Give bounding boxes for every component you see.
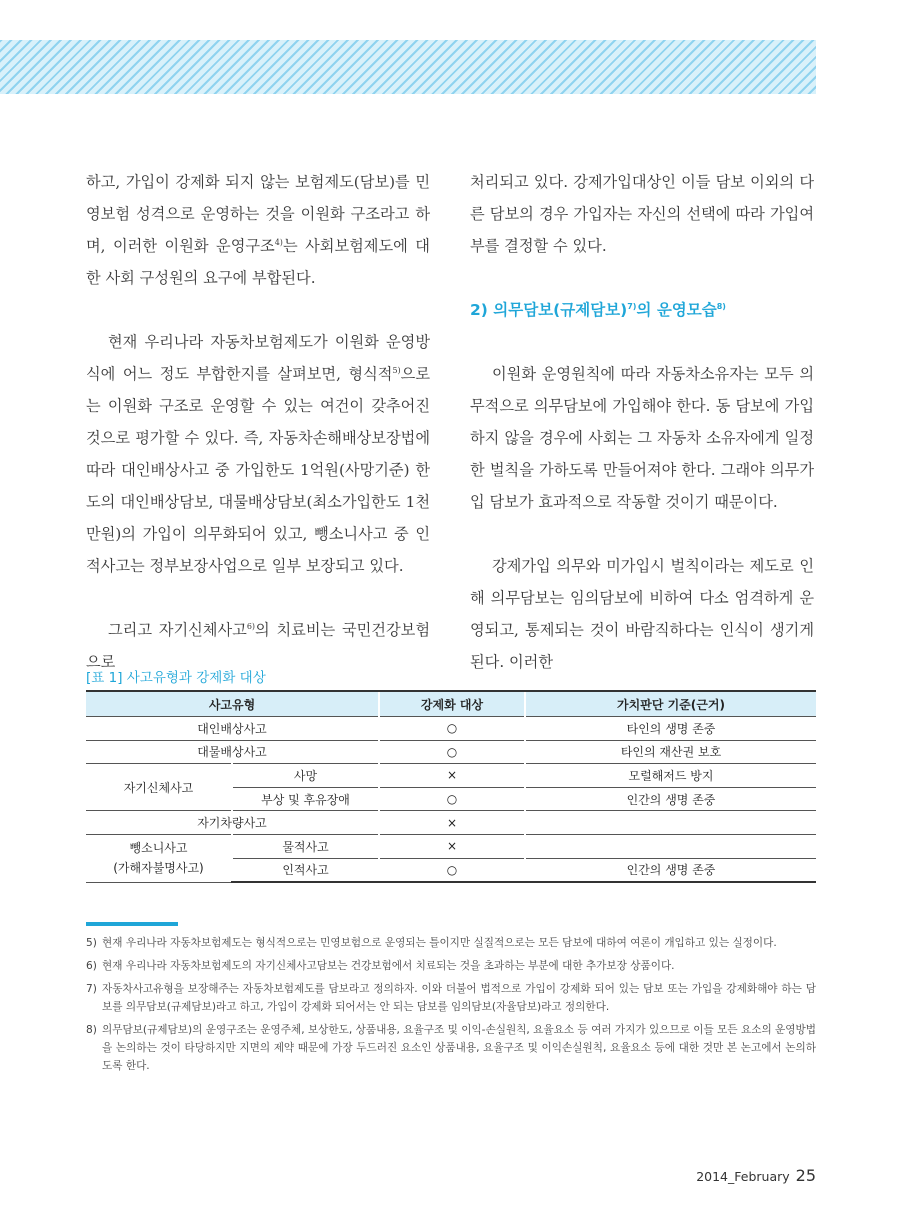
table-row: [86, 811, 816, 835]
page-footer: [696, 1166, 816, 1185]
table-header-row: [86, 691, 816, 717]
table-cell: 사망: [232, 764, 379, 788]
table-cell: [525, 811, 816, 835]
table-cell: 타인의 재산권 보호: [525, 740, 816, 764]
table-cell: [86, 834, 232, 882]
table-cell: ○: [379, 787, 525, 811]
table-row: [86, 740, 816, 764]
footnote-number: 7): [86, 983, 97, 995]
paragraph: 그리고 자기신체사고$^{6)}$의 치료비는 국민건강보험으로: [86, 621, 430, 671]
footnote-text: 의무담보(규제담보)의 운영구조는 운영주체, 보상한도, 상품내용, 요율구조 및 이익-손실원칙, 요율요소 등 여러 가지가 있으므로 이들 모든 요소의 운영방법을 논의하는 것이 타당하지만 지면의 제약 때문에 가장 두드러진 요소인 상품내용, 요율구조 및 이익손실원칙, 요율요소 등에 대한 것만 본 논고에서 논의하도록 한다.: [102, 1024, 816, 1072]
table-title: [표 1] 사고유형과 강제화 대상: [86, 670, 266, 686]
footnote-rule: [86, 922, 178, 926]
footnote: [86, 1021, 816, 1075]
group-label-line1: 뺑소니사고: [129, 841, 188, 856]
left-column: [86, 166, 430, 678]
table-cell: 물적사고: [232, 834, 379, 858]
table-cell: 인간의 생명 존중: [525, 858, 816, 882]
footnotes: [86, 934, 816, 1080]
footnote-text: 현재 우리나라 자동차보험제도의 자기신체사고담보는 건강보험에서 치료되는 것을 초과하는 부분에 대한 추가보장 상품이다.: [102, 960, 675, 972]
group-label-line2: (가해자불명사고): [113, 861, 204, 876]
table-row: [86, 717, 816, 741]
paragraph: 강제가입 의무와 미가입시 벌칙이라는 제도로 인해 의무담보는 임의담보에 비하여 다소 엄격하게 운영되고, 통제되는 것이 바람직하다는 인식이 생기게 된다. 이러한: [470, 557, 814, 671]
footnote: [86, 980, 816, 1016]
header-cell: 가치판단 기준(근거): [525, 691, 816, 717]
page-number: 25: [795, 1166, 816, 1185]
footnote-text: 자동차사고유형을 보장해주는 자동차보험제도를 담보라고 정의하자. 이와 더불어 법적으로 가입이 강제화 되어 있는 담보 또는 가입을 강제화해야 하는 담보를 의무담보(규제담보)라고 하고, 가입이 강제화 되어서는 안 되는 담보를 임의담보(자율담보)라고 정의한다.: [102, 983, 816, 1013]
table-cell: 대물배상사고: [86, 740, 379, 764]
footnote: [86, 934, 816, 952]
section-heading: 2) 의무담보(규제담보)$^{7)}$의 운영모습$^{8)}$: [470, 301, 726, 319]
table-row: [86, 834, 816, 858]
table-cell: ○: [379, 858, 525, 882]
table-cell: [525, 834, 816, 858]
header-banner: [0, 40, 816, 94]
table-cell: ×: [379, 811, 525, 835]
table-cell: 인적사고: [232, 858, 379, 882]
table-cell: ×: [379, 764, 525, 788]
table-cell: 모럴해저드 방지: [525, 764, 816, 788]
issue-label: 2014_February: [696, 1169, 790, 1184]
table-cell: 자기신체사고: [86, 764, 232, 811]
table-cell: ×: [379, 834, 525, 858]
table-cell: 타인의 생명 존중: [525, 717, 816, 741]
paragraph: 이원화 운영원칙에 따라 자동차소유자는 모두 의무적으로 의무담보에 가입해야 한다. 동 담보에 가입하지 않을 경우에 사회는 그 자동차 소유자에게 일정한 벌칙을 가하도록 만들어져야 한다. 그래야 의무가입 담보가 효과적으로 작동할 것이기 때문이다.: [470, 365, 814, 511]
paragraph: 처리되고 있다. 강제가입대상인 이들 담보 이외의 다른 담보의 경우 가입자는 자신의 선택에 따라 가입여부를 결정할 수 있다.: [470, 173, 814, 255]
header-cell: 사고유형: [86, 691, 379, 717]
paragraph: 현재 우리나라 자동차보험제도가 이원화 운영방식에 어느 정도 부합한지를 살펴보면, 형식적$^{5)}$으로는 이원화 구조로 운영할 수 있는 여건이 갖추어진 것으로 평가할 수 있다. 즉, 자동차손해배상보장법에 따라 대인배상사고 중 가입한도 1억원(사망기준) 한도의 대인배상담보, 대물배상담보(최소가입한도 1천만원)의 가입이 의무화되어 있고, 뺑소니사고 중 인적사고는 정부보장사업으로 일부 보장되고 있다.: [86, 333, 430, 575]
paragraph: 하고, 가입이 강제화 되지 않는 보험제도(담보)를 민영보험 성격으로 운영하는 것을 이원화 구조라고 하며, 이러한 이원화 운영구조$^{4)}$는 사회보험제도에 대한 사회 구성원의 요구에 부합된다.: [86, 173, 430, 287]
footnote-number: 5): [86, 937, 97, 949]
accident-type-table: [86, 690, 816, 883]
table-cell: 대인배상사고: [86, 717, 379, 741]
table-cell: 인간의 생명 존중: [525, 787, 816, 811]
footnote: [86, 957, 816, 975]
table-cell: ○: [379, 740, 525, 764]
table-row: [86, 764, 816, 788]
table-cell: 자기차량사고: [86, 811, 379, 835]
table-cell: 부상 및 후유장애: [232, 787, 379, 811]
table-cell: ○: [379, 717, 525, 741]
right-column: [470, 166, 814, 678]
footnote-number: 6): [86, 960, 97, 972]
header-cell: 강제화 대상: [379, 691, 525, 717]
footnote-number: 8): [86, 1024, 97, 1036]
footnote-text: 현재 우리나라 자동차보험제도는 형식적으로는 민영보험으로 운영되는 틀이지만 실질적으로는 모든 담보에 대하여 여론이 개입하고 있는 실정이다.: [102, 937, 777, 949]
